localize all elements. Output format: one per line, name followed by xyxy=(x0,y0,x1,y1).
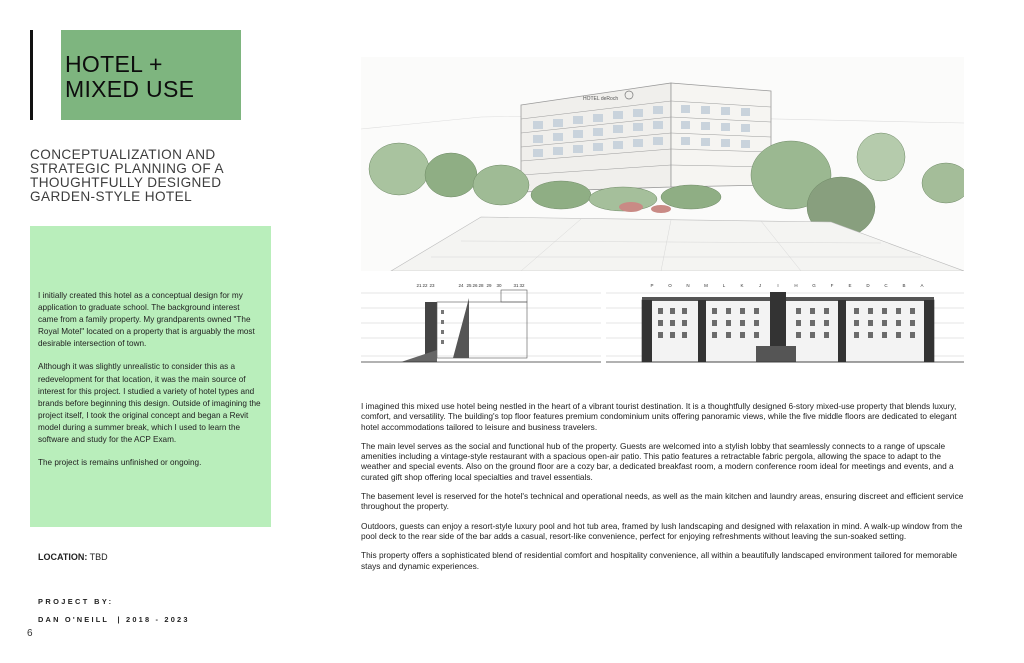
grid-label: F xyxy=(830,283,834,288)
grid-label: H xyxy=(794,283,798,288)
grid-label: O xyxy=(668,283,672,288)
grid-label: J xyxy=(758,283,762,288)
title-box xyxy=(61,30,241,120)
subtitle-line: GARDEN-STYLE HOTEL xyxy=(30,189,193,204)
grid-label: D xyxy=(866,283,870,288)
location-label: LOCATION: xyxy=(38,552,88,562)
accent-bar xyxy=(30,30,33,120)
grid-label: 24 xyxy=(458,283,464,288)
grid-label: B xyxy=(902,283,906,288)
author-credit: DAN O'NEILL | 2018 - 2023 xyxy=(38,615,190,624)
location xyxy=(38,552,108,562)
grid-label: 22 xyxy=(422,283,428,288)
subtitle-line: THOUGHTFULLY DESIGNED xyxy=(30,175,222,190)
side-elevation-drawing xyxy=(361,280,601,372)
grid-label: 32 xyxy=(519,283,525,288)
grid-label: 29 xyxy=(486,283,492,288)
front-elevation-drawing xyxy=(606,280,964,372)
page-title-line-2: MIXED USE xyxy=(65,76,195,102)
grid-label: 28 xyxy=(478,283,484,288)
description-paragraph: I imagined this mixed use hotel being nestled in the heart of a vibrant tourist destination. It is a thoughtfully designed 6-story mixed-use property that blends luxury, comfort, and versatility. The building's top floor features premium condominium units offering panoramic views, while the five middle floors are dedicated to elegant hotel accommodations tailored to leisure and business travelers. xyxy=(361,401,957,432)
intro-box xyxy=(30,226,271,527)
grid-label: 21 xyxy=(416,283,422,288)
grid-label: G xyxy=(812,283,816,288)
grid-label: I xyxy=(777,283,779,288)
grid-label: 26 xyxy=(472,283,478,288)
grid-label: N xyxy=(686,283,690,288)
grid-label: P xyxy=(650,283,654,288)
grid-label: L xyxy=(722,283,726,288)
grid-label: K xyxy=(740,283,744,288)
grid-label: 25 xyxy=(466,283,472,288)
grid-label: A xyxy=(920,283,924,288)
hotel-rendering-image xyxy=(361,57,964,271)
page-number: 6 xyxy=(27,628,33,639)
grid-label: M xyxy=(704,283,708,288)
grid-label: 31 xyxy=(513,283,519,288)
project-description xyxy=(361,401,964,580)
description-paragraph: Outdoors, guests can enjoy a resort-style luxury pool and hot tub area, framed by lush landscaping and designed with relaxation in mind. A walk-up window from the pool deck to the rear side of the bar adds a casual, resort-like convenience, perfect for enjoying refreshments without leaving the sun-soaked setting. xyxy=(361,520,963,541)
grid-label: C xyxy=(884,283,888,288)
location-value: TBD xyxy=(89,552,108,562)
page-subtitle xyxy=(30,148,240,204)
subtitle-line: STRATEGIC PLANNING OF A xyxy=(30,161,225,176)
intro-paragraph: The project is remains unfinished or ongoing. xyxy=(38,458,202,468)
grid-label: 23 xyxy=(429,283,435,288)
intro-paragraph: I initially created this hotel as a conceptual design for my application to graduate school. The background interest came from a family property. My grandparents owned "The Royal Motel" located on a property that is arguably the most desirable intersection of town. xyxy=(38,291,255,349)
description-paragraph: This property offers a sophisticated blend of residential comfort and hospitality convenience, all within a beautifully landscaped environment tailored for memorable stays and dynamic experiences. xyxy=(361,550,958,571)
intro-paragraph: Although it was slightly unrealistic to consider this as a redevelopment for that location, it was the main source of interest for this project. I studied a variety of hotel types and brands before beginning this design. Outside of imagining the project itself, I took the original concept and began a Revit model during a summer break, which I used to learn the software and study for the ACP Exam. xyxy=(38,362,261,445)
project-by-label: PROJECT BY: xyxy=(38,597,114,606)
description-paragraph: The basement level is reserved for the hotel's technical and operational needs, as well as the main kitchen and laundry areas, ensuring discreet and efficient service throughout the property. xyxy=(361,491,964,512)
description-paragraph: The main level serves as the social and functional hub of the property. Guests are welcomed into a stylish lobby that seamlessly connects to a range of upscale amenities including a vintage-style restaurant with a spacious open-air patio. This patio features a retractable fabric pergola, allowing the space to adapt to the weather and special events. Also on the ground floor are a cozy bar, a dedicated breakfast room, a modern conference room ideal for meetings and events, and a curated gift shop offering local specialties and travel essentials. xyxy=(361,440,954,482)
grid-label: 30 xyxy=(496,283,502,288)
grid-label: E xyxy=(848,283,852,288)
subtitle-line: CONCEPTUALIZATION AND xyxy=(30,147,216,162)
rendering-sign-text: HOTEL deRoch xyxy=(583,96,619,102)
page-title-line-1: HOTEL + xyxy=(65,51,163,77)
